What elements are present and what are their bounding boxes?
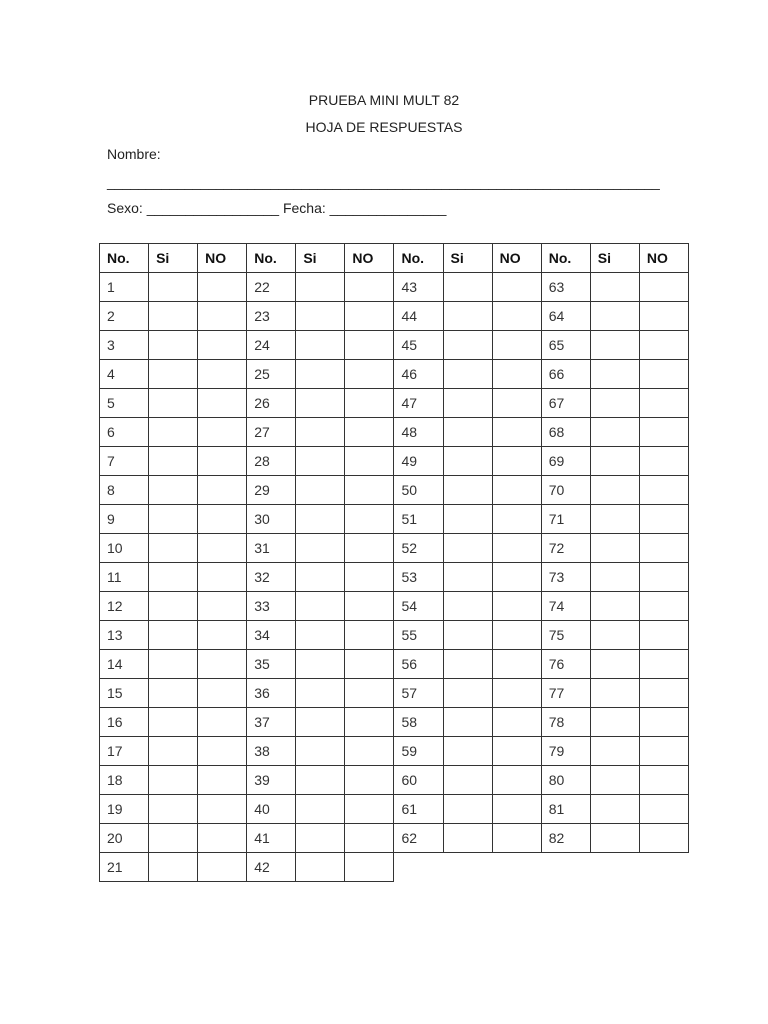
table-row [100,389,689,418]
answer-no-cell[interactable] [198,795,247,824]
item-number: 47 [394,389,443,418]
answer-no-cell[interactable] [639,621,688,650]
answer-no-cell[interactable] [492,331,541,360]
table-row [100,505,689,534]
empty-cell [541,853,590,882]
answer-si-cell[interactable] [296,563,345,592]
answer-si-cell[interactable] [149,563,198,592]
answer-si-cell[interactable] [443,505,492,534]
answer-no-cell[interactable] [345,795,394,824]
table-row [100,418,689,447]
answer-no-cell[interactable] [345,737,394,766]
item-number: 2 [100,302,149,331]
header-no: No. [100,244,149,273]
item-number: 36 [247,679,296,708]
item-number: 26 [247,389,296,418]
answer-si-cell[interactable] [443,824,492,853]
answer-si-cell[interactable] [590,418,639,447]
answer-si-cell[interactable] [149,621,198,650]
answer-si-cell[interactable] [149,824,198,853]
nombre-label: Nombre: [107,146,161,162]
answer-si-cell[interactable] [443,795,492,824]
answer-no-cell[interactable] [639,331,688,360]
answer-no-cell[interactable] [639,795,688,824]
answer-si-cell[interactable] [443,360,492,389]
table-row [100,302,689,331]
answer-si-cell[interactable] [590,273,639,302]
header-si: Si [590,244,639,273]
answer-no-cell[interactable] [492,505,541,534]
answer-no-cell[interactable] [639,447,688,476]
item-number: 79 [541,737,590,766]
answer-no-cell[interactable] [639,679,688,708]
table-row [100,273,689,302]
item-number: 64 [541,302,590,331]
item-number: 63 [541,273,590,302]
item-number: 29 [247,476,296,505]
page-title: PRUEBA MINI MULT 82 [308,92,460,108]
answer-no-cell[interactable] [492,737,541,766]
answer-no-cell[interactable] [639,650,688,679]
answer-no-cell[interactable] [198,447,247,476]
item-number: 68 [541,418,590,447]
item-number: 20 [100,824,149,853]
answer-no-cell[interactable] [492,389,541,418]
answer-si-cell[interactable] [590,389,639,418]
item-number: 54 [394,592,443,621]
item-number: 50 [394,476,443,505]
answer-no-cell[interactable] [345,621,394,650]
item-number: 61 [394,795,443,824]
answer-si-cell[interactable] [149,650,198,679]
answer-grid [99,243,689,882]
answer-si-cell[interactable] [149,331,198,360]
answer-si-cell[interactable] [590,824,639,853]
answer-no-cell[interactable] [345,766,394,795]
answer-no-cell[interactable] [345,534,394,563]
answer-si-cell[interactable] [149,505,198,534]
item-number: 75 [541,621,590,650]
answer-no-cell[interactable] [345,679,394,708]
answer-no-cell[interactable] [492,621,541,650]
item-number: 35 [247,650,296,679]
header-no: No. [247,244,296,273]
table-row [100,331,689,360]
header-row [100,244,689,273]
item-number: 9 [100,505,149,534]
answer-no-cell[interactable] [198,505,247,534]
fecha-label: Fecha: [282,200,326,216]
answer-si-cell[interactable] [149,592,198,621]
answer-si-cell[interactable] [296,476,345,505]
header-si: Si [443,244,492,273]
answer-no-cell[interactable] [639,302,688,331]
item-number: 19 [100,795,149,824]
answer-no-cell[interactable] [198,534,247,563]
item-number: 27 [247,418,296,447]
table-row [100,679,689,708]
answer-si-cell[interactable] [590,563,639,592]
answer-si-cell[interactable] [443,476,492,505]
answer-no-cell[interactable] [639,824,688,853]
table-row [100,447,689,476]
answer-si-cell[interactable] [296,302,345,331]
answer-si-cell[interactable] [149,447,198,476]
answer-si-cell[interactable] [443,621,492,650]
empty-cell [590,853,639,882]
answer-no-cell[interactable] [492,534,541,563]
answer-si-cell[interactable] [296,534,345,563]
answer-no-cell[interactable] [639,273,688,302]
answer-no-cell[interactable] [492,476,541,505]
answer-si-cell[interactable] [590,505,639,534]
item-number: 40 [247,795,296,824]
answer-no-cell[interactable] [639,737,688,766]
item-number: 66 [541,360,590,389]
answer-si-cell[interactable] [149,737,198,766]
answer-no-cell[interactable] [492,795,541,824]
answer-no-cell[interactable] [639,563,688,592]
item-number: 73 [541,563,590,592]
item-number: 52 [394,534,443,563]
answer-no-cell[interactable] [198,476,247,505]
answer-no-cell[interactable] [492,708,541,737]
item-number: 82 [541,824,590,853]
answer-si-cell[interactable] [443,418,492,447]
item-number: 28 [247,447,296,476]
table-row [100,795,689,824]
table-row [100,476,689,505]
answer-si-cell[interactable] [443,534,492,563]
answer-si-cell[interactable] [590,534,639,563]
item-number: 21 [100,853,149,882]
answer-no-cell[interactable] [345,447,394,476]
answer-no-cell[interactable] [345,853,394,882]
item-number: 10 [100,534,149,563]
header-no: No. [541,244,590,273]
item-number: 31 [247,534,296,563]
answer-si-cell[interactable] [296,447,345,476]
sexo-fecha-row [107,199,446,217]
item-number: 78 [541,708,590,737]
table-row [100,824,689,853]
answer-si-cell[interactable] [149,795,198,824]
answer-si-cell[interactable] [590,650,639,679]
answer-no-cell[interactable] [639,766,688,795]
answer-si-cell[interactable] [149,708,198,737]
item-number: 46 [394,360,443,389]
answer-si-cell[interactable] [296,650,345,679]
answer-no-cell[interactable] [492,447,541,476]
answer-no-cell[interactable] [198,621,247,650]
answer-no-cell[interactable] [492,592,541,621]
item-number: 16 [100,708,149,737]
answer-si-cell[interactable] [590,331,639,360]
answer-si-cell[interactable] [296,505,345,534]
answer-no-cell[interactable] [639,708,688,737]
item-number: 56 [394,650,443,679]
answer-no-cell[interactable] [492,650,541,679]
answer-no-cell[interactable] [492,360,541,389]
item-number: 59 [394,737,443,766]
answer-si-cell[interactable] [149,476,198,505]
answer-si-cell[interactable] [296,360,345,389]
item-number: 18 [100,766,149,795]
answer-si-cell[interactable] [296,273,345,302]
answer-si-cell[interactable] [296,389,345,418]
empty-cell [639,853,688,882]
item-number: 71 [541,505,590,534]
sexo-field[interactable]: _________________ [146,200,280,216]
nombre-field[interactable]: _______________________________________________________________________ [107,174,660,190]
answer-no-cell[interactable] [198,737,247,766]
item-number: 4 [100,360,149,389]
answer-si-cell[interactable] [296,795,345,824]
answer-no-cell[interactable] [345,360,394,389]
page-subtitle: HOJA DE RESPUESTAS [305,119,463,135]
item-number: 25 [247,360,296,389]
grid-body [100,273,689,882]
header-no-answer: NO [198,244,247,273]
item-number: 6 [100,418,149,447]
answer-no-cell[interactable] [198,418,247,447]
answer-si-cell[interactable] [296,737,345,766]
table-row [100,737,689,766]
answer-si-cell[interactable] [296,853,345,882]
answer-no-cell[interactable] [198,708,247,737]
answer-no-cell[interactable] [345,824,394,853]
header-si: Si [149,244,198,273]
header-no: No. [394,244,443,273]
answer-si-cell[interactable] [590,795,639,824]
item-number: 24 [247,331,296,360]
answer-si-cell[interactable] [590,766,639,795]
answer-no-cell[interactable] [198,679,247,708]
answer-no-cell[interactable] [492,563,541,592]
item-number: 44 [394,302,443,331]
item-number: 48 [394,418,443,447]
header-no-answer: NO [345,244,394,273]
item-number: 13 [100,621,149,650]
answer-no-cell[interactable] [345,418,394,447]
answer-si-cell[interactable] [443,302,492,331]
answer-si-cell[interactable] [590,360,639,389]
answer-si-cell[interactable] [590,476,639,505]
answer-no-cell[interactable] [639,534,688,563]
item-number: 7 [100,447,149,476]
item-number: 57 [394,679,443,708]
answer-no-cell[interactable] [198,331,247,360]
item-number: 22 [247,273,296,302]
answer-si-cell[interactable] [149,360,198,389]
item-number: 11 [100,563,149,592]
answer-si-cell[interactable] [443,563,492,592]
table-row [100,592,689,621]
answer-no-cell[interactable] [639,592,688,621]
item-number: 58 [394,708,443,737]
item-number: 1 [100,273,149,302]
item-number: 81 [541,795,590,824]
item-number: 43 [394,273,443,302]
answer-no-cell[interactable] [639,360,688,389]
answer-si-cell[interactable] [443,331,492,360]
answer-no-cell[interactable] [198,563,247,592]
answer-no-cell[interactable] [198,389,247,418]
item-number: 39 [247,766,296,795]
item-number: 30 [247,505,296,534]
answer-no-cell[interactable] [492,766,541,795]
answer-no-cell[interactable] [492,273,541,302]
table-row [100,621,689,650]
answer-si-cell[interactable] [443,273,492,302]
item-number: 51 [394,505,443,534]
answer-no-cell[interactable] [198,650,247,679]
answer-no-cell[interactable] [198,766,247,795]
answer-si-cell[interactable] [296,708,345,737]
answer-si-cell[interactable] [296,592,345,621]
item-number: 45 [394,331,443,360]
answer-si-cell[interactable] [296,331,345,360]
answer-si-cell[interactable] [149,679,198,708]
item-number: 80 [541,766,590,795]
answer-no-cell[interactable] [345,650,394,679]
item-number: 33 [247,592,296,621]
item-number: 69 [541,447,590,476]
item-number: 8 [100,476,149,505]
empty-cell [443,853,492,882]
item-number: 77 [541,679,590,708]
item-number: 65 [541,331,590,360]
answer-no-cell[interactable] [492,679,541,708]
item-number: 72 [541,534,590,563]
answer-no-cell[interactable] [345,476,394,505]
answer-no-cell[interactable] [345,302,394,331]
answer-si-cell[interactable] [590,679,639,708]
answer-si-cell[interactable] [296,679,345,708]
answer-si-cell[interactable] [443,592,492,621]
answer-no-cell[interactable] [198,853,247,882]
answer-si-cell[interactable] [149,853,198,882]
item-number: 5 [100,389,149,418]
answer-no-cell[interactable] [639,505,688,534]
table-row [100,534,689,563]
table-row [100,650,689,679]
item-number: 38 [247,737,296,766]
empty-cell [492,853,541,882]
item-number: 55 [394,621,443,650]
answer-si-cell[interactable] [443,650,492,679]
item-number: 49 [394,447,443,476]
item-number: 37 [247,708,296,737]
item-number: 12 [100,592,149,621]
answer-si-cell[interactable] [149,302,198,331]
header-no-answer: NO [492,244,541,273]
answer-no-cell[interactable] [345,592,394,621]
item-number: 42 [247,853,296,882]
answer-si-cell[interactable] [149,389,198,418]
answer-no-cell[interactable] [639,476,688,505]
answer-no-cell[interactable] [345,563,394,592]
table-row [100,708,689,737]
answer-si-cell[interactable] [443,679,492,708]
answer-no-cell[interactable] [198,360,247,389]
answer-si-cell[interactable] [443,447,492,476]
answer-si-cell[interactable] [149,418,198,447]
answer-no-cell[interactable] [492,824,541,853]
answer-no-cell[interactable] [492,418,541,447]
answer-si-cell[interactable] [590,621,639,650]
answer-si-cell[interactable] [590,447,639,476]
item-number: 32 [247,563,296,592]
item-number: 53 [394,563,443,592]
answer-no-cell[interactable] [198,273,247,302]
item-number: 14 [100,650,149,679]
item-number: 67 [541,389,590,418]
table-row [100,563,689,592]
answer-no-cell[interactable] [198,824,247,853]
answer-no-cell[interactable] [639,389,688,418]
item-number: 15 [100,679,149,708]
empty-cell [394,853,443,882]
answer-si-cell[interactable] [443,737,492,766]
item-number: 74 [541,592,590,621]
table-row [100,360,689,389]
answer-si-cell[interactable] [296,824,345,853]
item-number: 17 [100,737,149,766]
answer-si-cell[interactable] [296,418,345,447]
answer-si-cell[interactable] [443,766,492,795]
answer-si-cell[interactable] [590,592,639,621]
answer-si-cell[interactable] [590,737,639,766]
item-number: 60 [394,766,443,795]
answer-si-cell[interactable] [296,766,345,795]
answer-si-cell[interactable] [590,302,639,331]
answer-no-cell[interactable] [345,389,394,418]
item-number: 70 [541,476,590,505]
table-row [100,766,689,795]
sexo-label: Sexo: [107,200,143,216]
answer-si-cell[interactable] [443,389,492,418]
fecha-field[interactable]: _______________ [329,200,447,216]
item-number: 76 [541,650,590,679]
answer-no-cell[interactable] [198,592,247,621]
answer-no-cell[interactable] [492,302,541,331]
answer-si-cell[interactable] [149,534,198,563]
answer-no-cell[interactable] [345,273,394,302]
item-number: 34 [247,621,296,650]
answer-si-cell[interactable] [149,766,198,795]
header-no-answer: NO [639,244,688,273]
answer-no-cell[interactable] [639,418,688,447]
item-number: 3 [100,331,149,360]
answer-si-cell[interactable] [149,273,198,302]
item-number: 62 [394,824,443,853]
table-row [100,853,689,882]
header-si: Si [296,244,345,273]
item-number: 41 [247,824,296,853]
answer-no-cell[interactable] [345,331,394,360]
answer-no-cell[interactable] [345,505,394,534]
answer-si-cell[interactable] [296,621,345,650]
answer-si-cell[interactable] [590,708,639,737]
answer-no-cell[interactable] [198,302,247,331]
answer-no-cell[interactable] [345,708,394,737]
answer-si-cell[interactable] [443,708,492,737]
item-number: 23 [247,302,296,331]
